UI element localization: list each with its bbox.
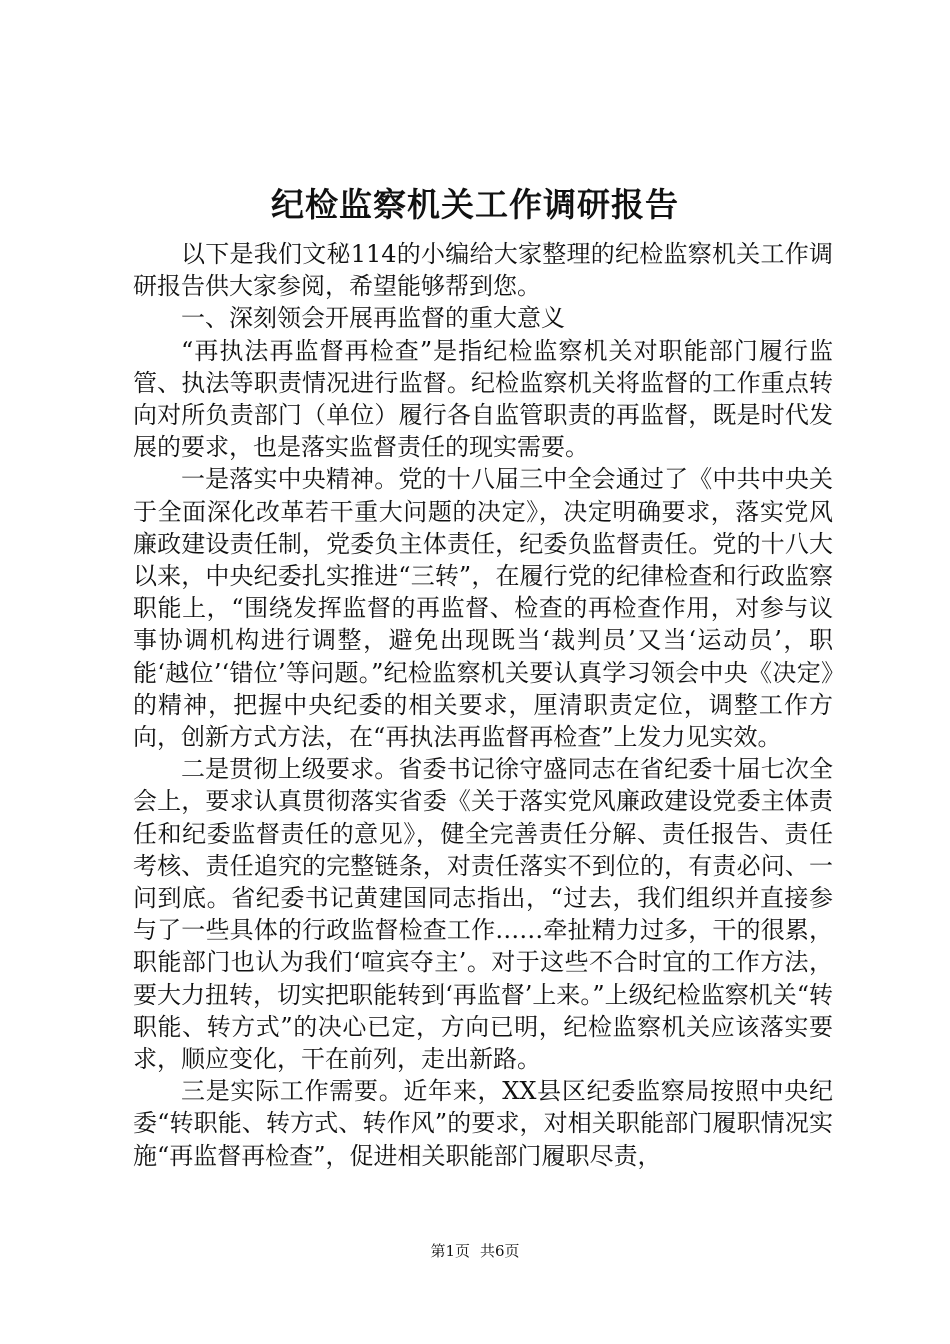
section-heading: 一、深刻领会开展再监督的重大意义 — [181, 304, 565, 333]
document-title: 纪检监察机关工作调研报告 — [271, 185, 679, 224]
document-body — [133, 238, 833, 1172]
paragraph-point-one: 一是落实中央精神。党的十八届三中全会通过了《中共中央关于全面深化改革若干重大问题的决定》，决定明确要求，落实党风廉政建设责任制，党委负主体责任，纪委负监督责任。党的十八大以来，中央纪委扎实推进“三转”，在履行党的纪律检查和行政监察职能上，“围绕发挥监督的再监督、检查的再检查作用，对参与议事协调机构进行调整，避免出现既当‘裁判员’又当‘运动员’，职能‘越位’‘错位’等问题。”纪检监察机关要认真学习领会中央《决定》的精神，把握中央纪委的相关要求，厘清职责定位，调整工作方向，创新方式方法，在“再执法再监督再检查”上发力见实效。 — [133, 465, 833, 752]
page-total: 共6页 — [480, 1242, 520, 1260]
page-number: 第1页 — [430, 1242, 470, 1260]
page-footer — [0, 1241, 950, 1261]
paragraph-definition: “再执法再监督再检查”是指纪检监察机关对职能部门履行监管、执法等职责情况进行监督。纪检监察机关将监督的工作重点转向对所负责部门（单位）履行各自监管职责的再监督，既是时代发展的要求，也是落实监督责任的现实需要。 — [133, 336, 833, 462]
paragraph-point-three: 三是实际工作需要。近年来，XX县区纪委监察局按照中央纪委“转职能、转方式、转作风”的要求，对相关职能部门履职情况实施“再监督再检查”，促进相关职能部门履职尽责， — [133, 1077, 833, 1170]
paragraph-intro: 以下是我们文秘114的小编给大家整理的纪检监察机关工作调研报告供大家参阅，希望能够帮到您。 — [133, 240, 833, 301]
paragraph-point-two: 二是贯彻上级要求。省委书记徐守盛同志在省纪委十届七次全会上，要求认真贯彻落实省委《关于落实党风廉政建设党委主体责任和纪委监督责任的意见》，健全完善责任分解、责任报告、责任考核、责任追究的完整链条，对责任落实不到位的，有责必问、一问到底。省纪委书记黄建国同志指出，“过去，我们组织并直接参与了一些具体的行政监督检查工作……牵扯精力过多，干的很累，职能部门也认为我们‘喧宾夺主’。对于这些不合时宜的工作方法，要大力扭转，切实把职能转到‘再监督’上来。”上级纪检监察机关“转职能、转方式”的决心已定，方向已明，纪检监察机关应该落实要求，顺应变化，干在前列，走出新路。 — [133, 755, 833, 1074]
